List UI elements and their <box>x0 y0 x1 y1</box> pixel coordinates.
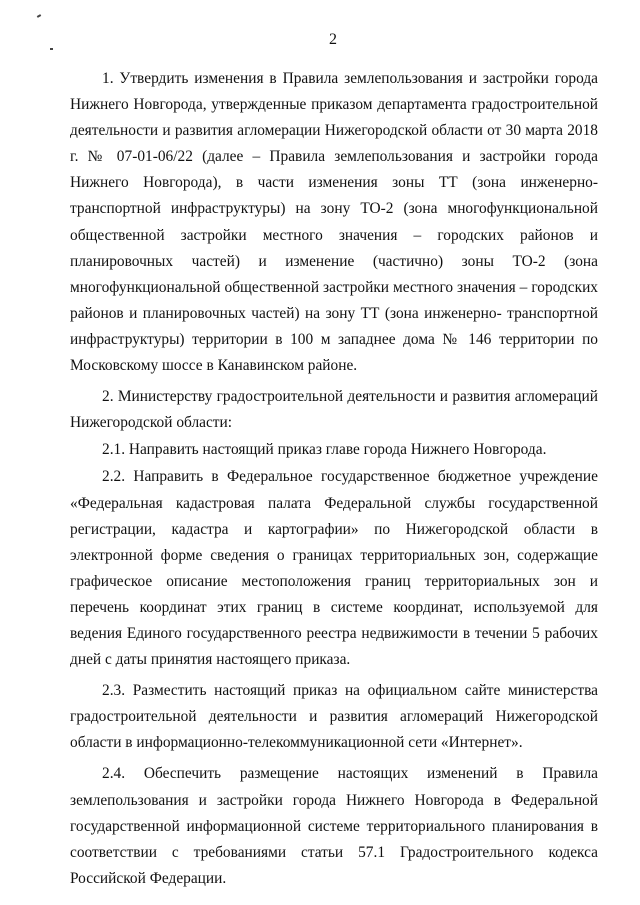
document-body <box>70 66 598 892</box>
page-number: 2 <box>329 31 337 48</box>
paragraph-1: 1. Утвердить изменения в Правила землепользования и застройки города Нижнего Новгорода, утвержденные приказом департамента градостроительной деятельности и развития агломерации Нижегородской области от 30 марта 2018 г. № 07-01-06/22 (далее – Правила землепользования и застройки города Нижнего Новгорода), в части изменения зоны ТТ (зона инженерно-транспортной инфраструктуры) на зону ТО-2 (зона многофункциональной общественной застройки местного значения – городских районов и планировочных частей) и изменение (частично) зоны ТО-2 (зона многофункциональной общественной застройки местного значения – городских районов и планировочных частей) на зону ТТ (зона инженерно- транспортной инфраструктуры) территории в 100 м западнее дома № 146 территории по Московскому шоссе в Канавинском районе. <box>70 70 598 375</box>
scan-mark <box>37 14 41 18</box>
paragraph-2: 2. Министерству градостроительной деятельности и развития агломераций Нижегородской области: <box>70 388 598 432</box>
paragraph-2-2: 2.2. Направить в Федеральное государственное бюджетное учреждение «Федеральная кадастровая палата Федеральной службы государственной регистрации, кадастра и картографии» по Нижегородской области в электронной форме сведения о границах территориальных зон, содержащие графическое описание местоположения границ территориальных зон и перечень координат этих границ в системе координат, используемой для ведения Единого государственного реестра недвижимости в течении 5 рабочих дней с даты принятия настоящего приказа. <box>70 468 598 669</box>
paragraph-2-3: 2.3. Разместить настоящий приказ на официальном сайте министерства градостроительной деятельности и развития агломераций Нижегородской области в информационно-телекоммуникационной сети «Интернет». <box>70 682 598 752</box>
paragraph-2-1: 2.1. Направить настоящий приказ главе города Нижнего Новгорода. <box>102 441 547 459</box>
paragraph-2-4: 2.4. Обеспечить размещение настоящих изменений в Правила землепользования и застройки города Нижнего Новгорода в Федеральной государственной информационной системе территориального планирования в соответствии с требованиями статьи 57.1 Градостроительного кодекса Российской Федерации. <box>70 765 598 887</box>
